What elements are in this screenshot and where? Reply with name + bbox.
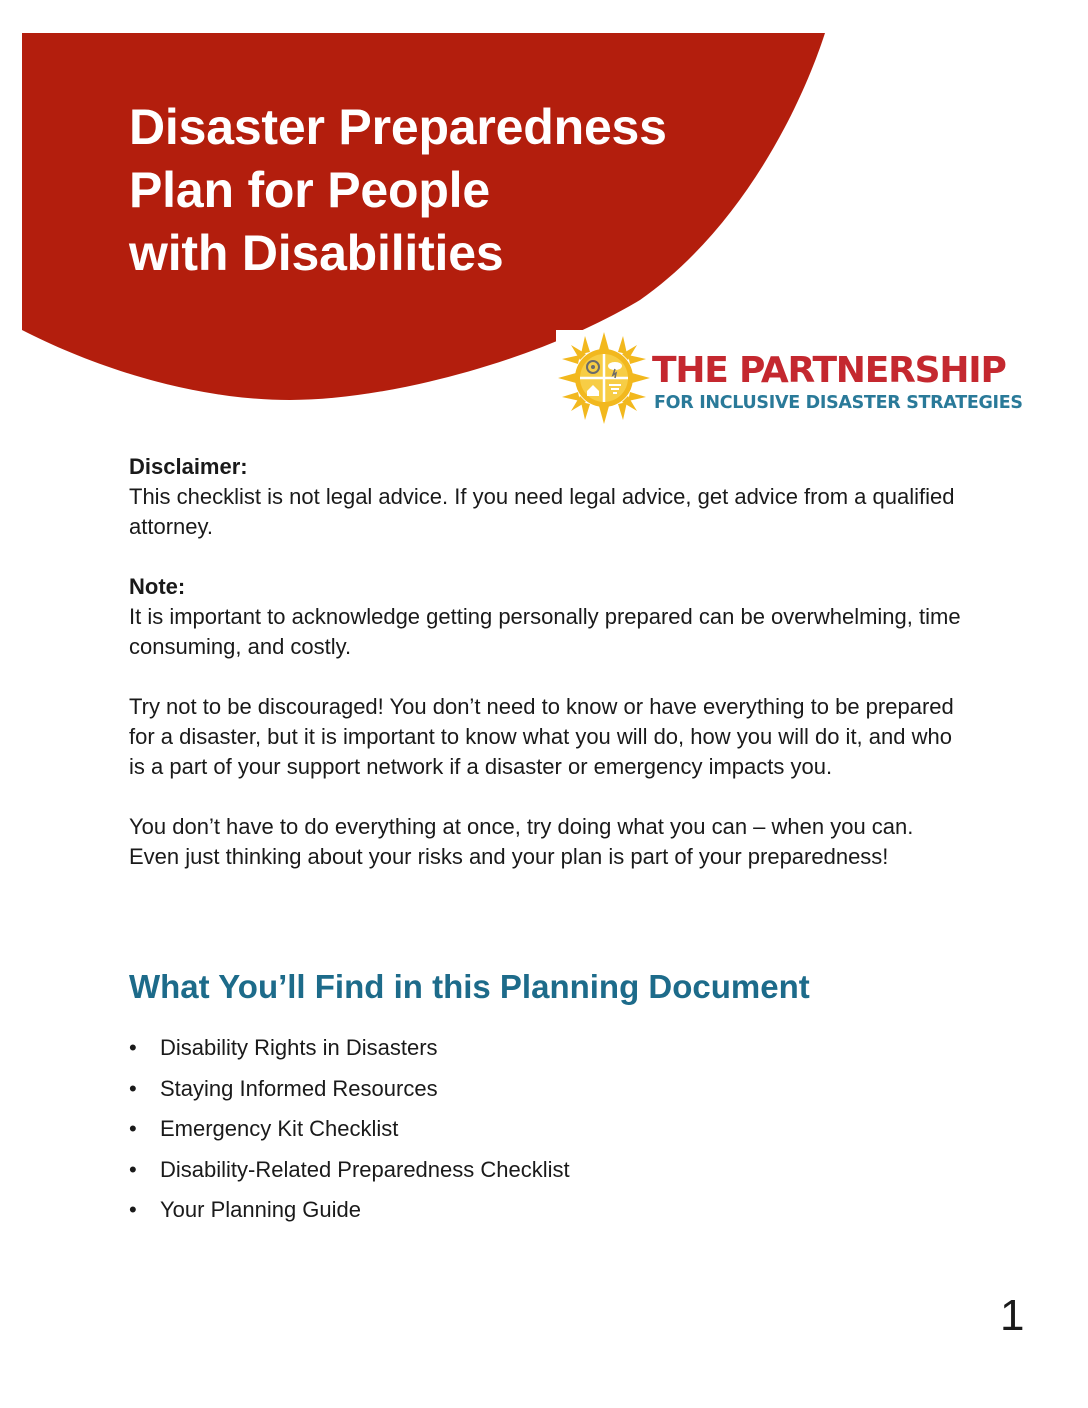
bullet: • [129,1197,137,1222]
bullet: • [129,1156,137,1182]
intro-text [129,452,969,872]
note-paragraph: You don’t have to do everything at once, try doing what you can – when you can. Even just thinking about your risks and your plan is part of your preparedness! [129,814,914,869]
list-item-label: Staying Informed Resources [160,1075,438,1101]
list-item-label: Disability-Related Preparedness Checklist [160,1156,570,1182]
list-item-label: Your Planning Guide [160,1197,362,1222]
title-line: with Disabilities [129,225,504,281]
list-item-label: Disability Rights in Disasters [160,1035,438,1060]
bullet: • [129,1116,137,1141]
sun-emblem-icon [556,330,652,426]
title-line: Plan for People [129,162,490,218]
page-number: 1 [1000,1291,1025,1340]
note-label: Note: [129,574,186,599]
disclaimer-label: Disclaimer: [129,454,248,479]
partnership-logo [556,330,1026,426]
note-paragraph: It is important to acknowledge getting personally prepared can be overwhelming, time consuming, and costly. [129,604,961,659]
list-item-label: Emergency Kit Checklist [160,1116,399,1141]
disclaimer-text: This checklist is not legal advice. If you need legal advice, get advice from a qualified attorney. [129,484,955,539]
section-heading: What You’ll Find in this Planning Document [129,968,810,1005]
logo-name: THE PARTNERSHIP [652,350,1006,391]
bullet: • [129,1075,137,1101]
page-title [129,96,667,285]
note-paragraph: Try not to be discouraged! You don’t need to know or have everything to be prepared for a disaster, but it is important to know what you will do, how you will do it, and who is a part of your support network if a disaster or emergency impacts you. [129,694,954,779]
title-line: Disaster Preparedness [129,99,667,155]
bullet: • [129,1035,137,1060]
logo-tagline: FOR INCLUSIVE DISASTER STRATEGIES [654,393,1023,413]
